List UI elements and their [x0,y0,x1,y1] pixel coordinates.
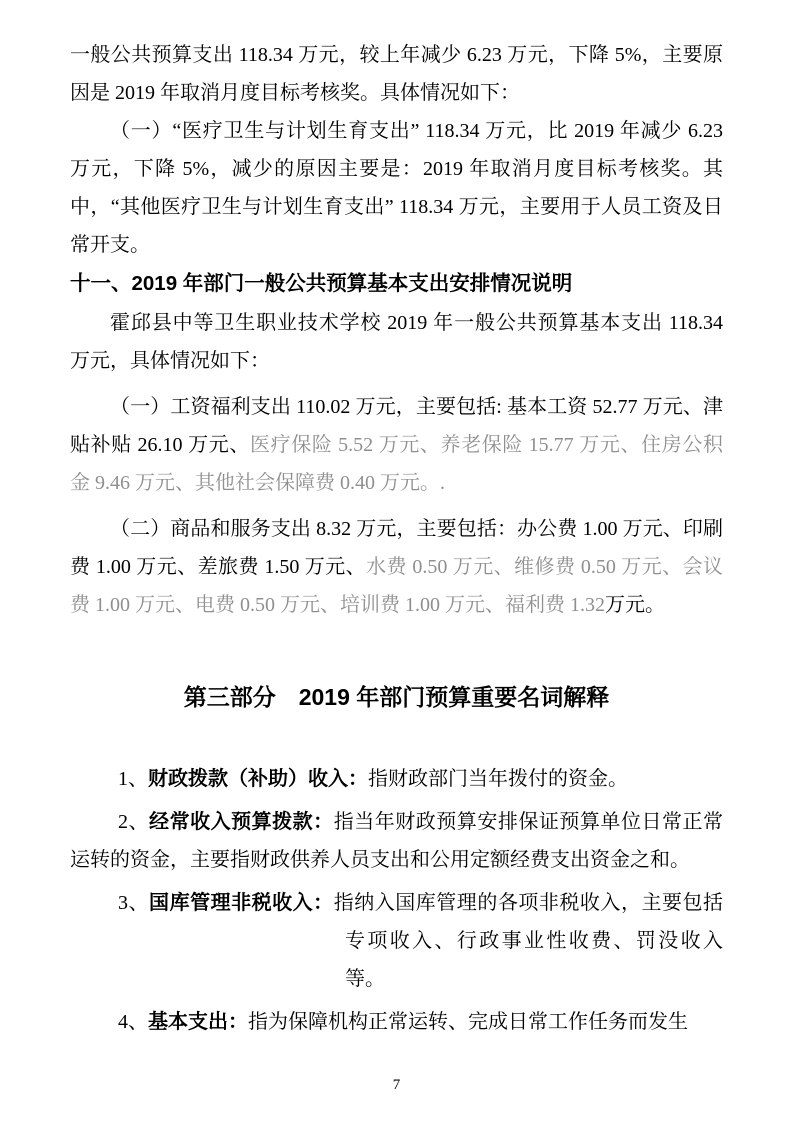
glossary-item-2-number: 2、 [118,811,150,833]
paragraph-general-budget-overview: 一般公共预算支出 118.34 万元，较上年减少 6.23 万元，下降 5%，主要原因是 2019 年取消月度目标考核奖。具体情况如下： [70,44,723,104]
glossary-item-1-number: 1、 [118,768,148,790]
glossary-item-4-body: 指为保障机构正常运转、完成日常工作任务而发生 [248,1011,688,1033]
glossary-item-1-label: 财政拨款（补助）收入： [148,768,368,790]
goods-services-muted-text: 水费 0.50 万元、维修费 0.50 万元、会议费 1.00 万元、电费 0.50 万元、培训费 1.00 万元、福利费 1.32 [70,556,724,616]
glossary-item-basic-expenditure [70,1003,723,1041]
glossary-item-1-body: 指财政部门当年拨付的资金。 [368,768,628,790]
paragraph-salary-welfare [70,388,723,502]
paragraph-basic-expenditure-intro: 霍邱县中等卫生职业技术学校 2019 年一般公共预算基本支出 118.34 万元，具体情况如下： [70,312,723,372]
salary-welfare-text: （一）工资福利支出 110.02 万元，主要包括: 基本工资 52.77 万元、津贴补贴 26.10 万元、 [70,396,723,456]
glossary-item-4-label: 基本支出： [148,1011,248,1033]
glossary-item-3-number: 3、 [118,892,150,914]
goods-services-tail-text: 万元。 [605,594,665,616]
page-number: 7 [392,1077,401,1093]
glossary-item-fiscal-appropriation [70,760,723,798]
glossary-item-treasury-nontax-income [70,884,723,998]
goods-services-text: （二）商品和服务支出 8.32 万元，主要包括：办公费 1.00 万元、印刷费 1.00 万元、差旅费 1.50 万元、 [70,518,723,578]
paragraph-medical-health-expenditure: （一）“医疗卫生与计划生育支出” 118.34 万元，比 2019 年减少 6.23 万元，下降 5%，减少的原因主要是：2019 年取消月度目标考核奖。其中，“其他医疗卫生与计划生育支出” 118.34 万元，主要用于人员工资及日常开支。 [70,120,723,256]
glossary-item-2-label: 经常收入预算拨款： [149,811,334,833]
glossary-item-4-number: 4、 [118,1011,148,1033]
salary-welfare-muted-text: 医疗保险 5.52 万元、养老保险 15.77 万元、住房公积金 9.46 万元、其他社会保障费 0.40 万元。. [70,434,724,494]
glossary-item-3-body: 指纳入国库管理的各项非税收入，主要包括专项收入、行政事业性收费、罚没收入等。 [333,892,724,990]
glossary-item-regular-income-appropriation [70,803,723,879]
paragraph-goods-services [70,510,723,624]
glossary-item-2-body: 指当年财政预算安排保证预算单位日常正常运转的资金，主要指财政供养人员支出和公用定额经费支出资金之和。 [70,811,724,871]
heading-part-three-glossary: 第三部分 2019 年部门预算重要名词解释 [183,684,610,710]
heading-section-eleven: 十一、2019 年部门一般公共预算基本支出安排情况说明 [70,272,573,295]
glossary-item-3-label: 国库管理非税收入： [149,892,334,914]
